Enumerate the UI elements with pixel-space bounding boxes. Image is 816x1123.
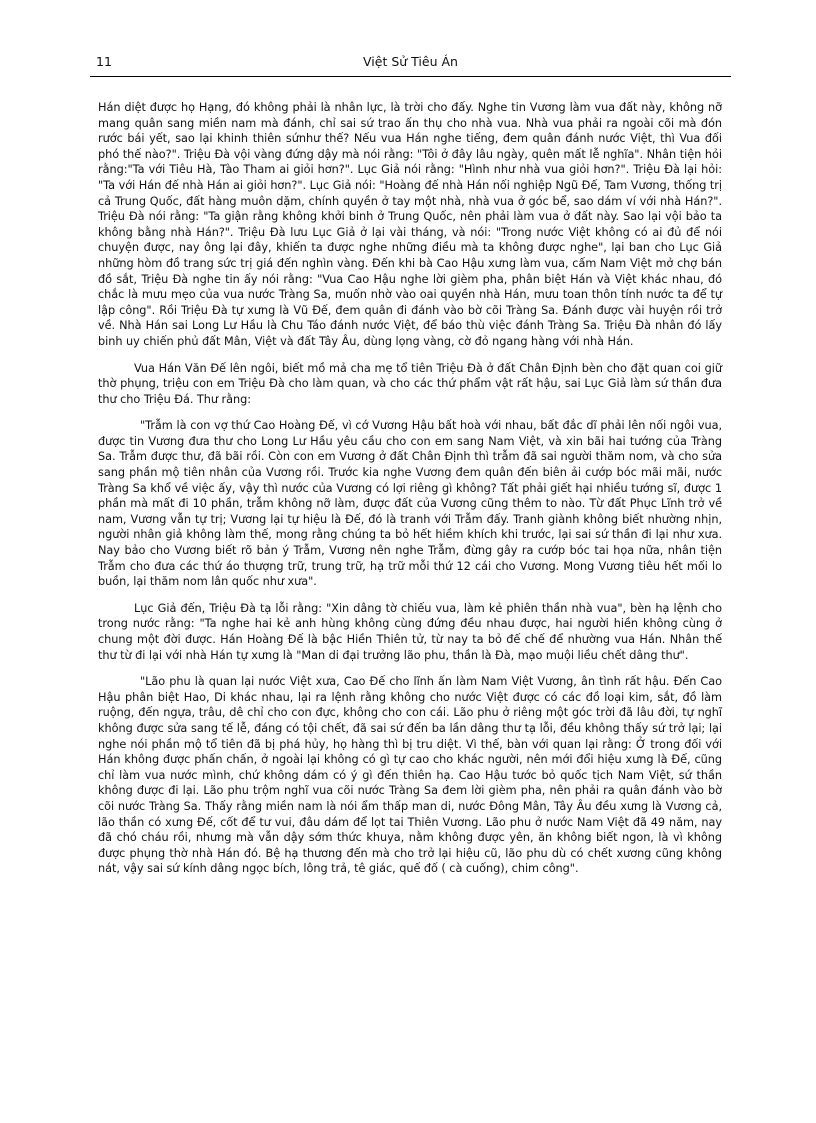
paragraph-van-de: Vua Hán Văn Đế lên ngôi, biết mồ mả cha mẹ tổ tiên Triệu Đà ở đất Chân Định bèn cho đặt quan coi giữ thờ phụng, triệu con em Triệu Đà cho làm quan, và cho các thứ phẩm vật rất hậu, sai Lục Giả làm sứ thần đưa thư cho Triệu Đá. Thư rằng: [98, 361, 722, 406]
page-number: 11 [96, 54, 112, 69]
paragraph-letter-quote: "Trẫm là con vợ thứ Cao Hoàng Đế, vì cớ Vương Hậu bất hoà với nhau, bất đắc dĩ phải lên nối ngôi vua, được tin Vương đưa thư cho Long Lư Hầu yêu cầu cho con em sang Nam Việt, và xin bãi hai tướng của Tràng Sa. Trẫm được thư, đã bãi rồi. Còn con em Vương ở đất Chân Định thì trẫm đã sai người thăm nom, và cho sửa sang phần mộ tiên nhân của Vương rồi. Trước kia nghe Vương đem quân đến biên ải cướp bóc mãi mãi, nước Tràng Sa khổ về việc ấy, vậy thì nước của Vương có lợi riêng gì không? Tất phải giết hại nhiều tướng sĩ, được 1 phần mà mất đi 10 phần, trẫm không nỡ làm, được đất của Vương cũng thêm to nào. Từ đất Phục Lĩnh trở về nam, Vương vẫn tự trị; Vương lại tự hiệu là Đế, đó là tranh với Trẫm đấy. Tranh giành không biết nhường nhịn, người nhân giả không làm thế, mong rằng chúng ta bỏ hết hiềm khích khi trước, lại sai sứ thần đi lại như xưa. Nay bảo cho Vương biết rõ bản ý Trẫm, Vương nên nghe Trẫm, đừng gây ra cướp bóc tai họa nữa, nhân tiện Trẫm cho đưa các thứ áo thượng trữ, trung trữ, hạ trữ mỗi thứ 12 cái cho Vương. Mong Vương tiêu hết mối lo buồn, lại thăm nom lân quốc như xưa". [98, 419, 722, 589]
page-body [98, 100, 722, 888]
paragraph-luc-gia: Lục Giả đến, Triệu Đà tạ lỗi rằng: "Xin dâng tờ chiếu vua, làm kẻ phiên thần nhà vua", bèn hạ lệnh cho trong nước rằng: "Ta nghe hai kẻ anh hùng không cùng đứng đều nhau được, hai người hiền không cùng ở chung một đời được. Hán Hoàng Đế là bậc Hiền Thiên tử, từ nay ta bỏ đế chế để nhường vua Hán. Nhân thế thư từ đi lại với nhà Hán tự xưng là "Man di đại trưởng lão phu, thần là Đà, mạo muội liều chết dâng thư". [98, 601, 722, 662]
paragraph-lao-phu-quote: "Lão phu là quan lại nước Việt xưa, Cao Đế cho lĩnh ấn làm Nam Việt Vương, ân tình rất hậu. Đến Cao Hậu phân biệt Hao, Di khác nhau, lại ra lệnh rằng không cho nước Việt được có các đồ loại kim, sắt, đồ làm ruộng, đến ngựa, trâu, dê chỉ cho con đực, không cho con cái. Lão phu ở riêng một góc trời đã lâu đời, tự nghĩ không được sửa sang tế lễ, đáng có tội chết, đã sai sứ đến ba lần dâng thư tạ lỗi, đều không thấy sứ trở lại; lại nghe nói phần mộ tổ tiên đã bị phá hủy, họ hàng thì bị tru diệt. Vì thế, bàn với quan lại rằng: Ở trong đối với Hán không được phấn chấn, ở ngoài lại không có gì tự cao cho khác người, nên mới đổi hiệu xưng là Đế, cũng chỉ làm vua nước mình, chứ không dám có ý gì đến thiên hạ. Cao Hậu tước bỏ quốc tịch Nam Việt, sứ thần không được đi lại. Lão phu trộm nghĩ vua cõi nước Tràng Sa đem lời gièm pha, nên phải ra quân đánh vào bờ cõi nước Tràng Sa. Thấy rằng miền nam là nói ẩm thấp man di, nước Đông Mân, Tây Âu đều xưng là Vương cả, lão thần có xưng Đế, cốt để tư vui, đâu dám để lọt tai Thiên Vương. Lão phu ở nước Nam Việt đã 49 năm, nay đã chó cháu rồi, nhưng mà vẫn dậy sớm thức khuya, nằm không được yên, ăn không biết ngon, là vì không được phụng thờ nhà Hán đó. Bệ hạ thương đến mà cho trở lại hiệu cũ, lão phu dù có chết xương cũng không nát, vậy sai sứ kính dâng ngọc bích, lông trả, tê giác, quế đố ( cà cuống), chim công". [98, 675, 722, 876]
running-title: Việt Sử Tiêu Án [363, 54, 458, 69]
page-header [90, 52, 731, 77]
paragraph-continuation: Hán diệt được họ Hạng, đó không phải là nhân lực, là trời cho đấy. Nghe tin Vương làm vua đất này, không nỡ mang quân sang miền nam mà đánh, chỉ sai sứ trao ấn thụ cho nhà vua. Nhà vua phải ra ngoài cõi mà đón rước bái yết, sao lại khinh thiên sứnhư thế? Nếu vua Hán nghe tiếng, đem quân đánh nước Việt, thì Vua đối phó thế nào?". Triệu Đà vội vàng đứng dậy mà nói rằng: "Tôi ở đây lâu ngày, quên mất lễ nghĩa". Nhân tiện hỏi rằng:"Ta với Tiêu Hà, Tào Tham ai giỏi hơn?". Lục Giả nói rằng: "Hình như nhà vua giỏi hơn?". Triệu Đà lại hỏi: "Ta với Hán đế nhà Hán ai giỏi hơn?". Lục Giả nói: "Hoàng đế nhà Hán nối nghiệp Ngũ Đế, Tam Vương, thống trị cả Trung Quốc, đất hàng muôn dặm, chính quyền ở tay một nhà, nhà vua ở góc bể, sao dám ví với nhà Hán?". Triệu Đà nói rằng: "Ta giận rằng không khởi binh ở Trung Quốc, nên phải làm vua ở đất này. Sao lại vội bảo ta không bằng nhà Hán?". Triệu Đà lưu Lục Giả ở lại vài tháng, và nói: "Trong nước Việt không có ai đủ để nói chuyện được, nay ông lại đây, khiến ta được nghe những điều mà ta không được nghe", lại ban cho Lục Giả những hòm đồ trang sức trị giá đến nghìn vàng. Đến khi bà Cao Hậu xưng làm vua, cấm Nam Việt mở chợ bán đồ sắt, Triệu Đà nghe tin ấy nói rằng: "Vua Cao Hậu nghe lời gièm pha, phân biệt Hán và Việt khác nhau, đó chắc là mưu mẹo của vua nước Tràng Sa, muốn nhờ vào oai quyền nhà Hán, mưu toan thôn tính nước ta để tự lập công". Rồi Triệu Đà tự xưng là Vũ Đế, đem quân đi đánh vào bờ cõi Tràng Sa. Đánh được vài huyện rồi trở về. Nhà Hán sai Long Lư Hầu là Chu Táo đánh nước Việt, để báo thù việc đánh Tràng Sa. Triệu Đà nhân đó lấy binh uy chiến phủ đất Mân, Việt và đất Tây Âu, dùng lọng vàng, cờ đỏ ngang hàng với nhà Hán. [98, 101, 722, 348]
